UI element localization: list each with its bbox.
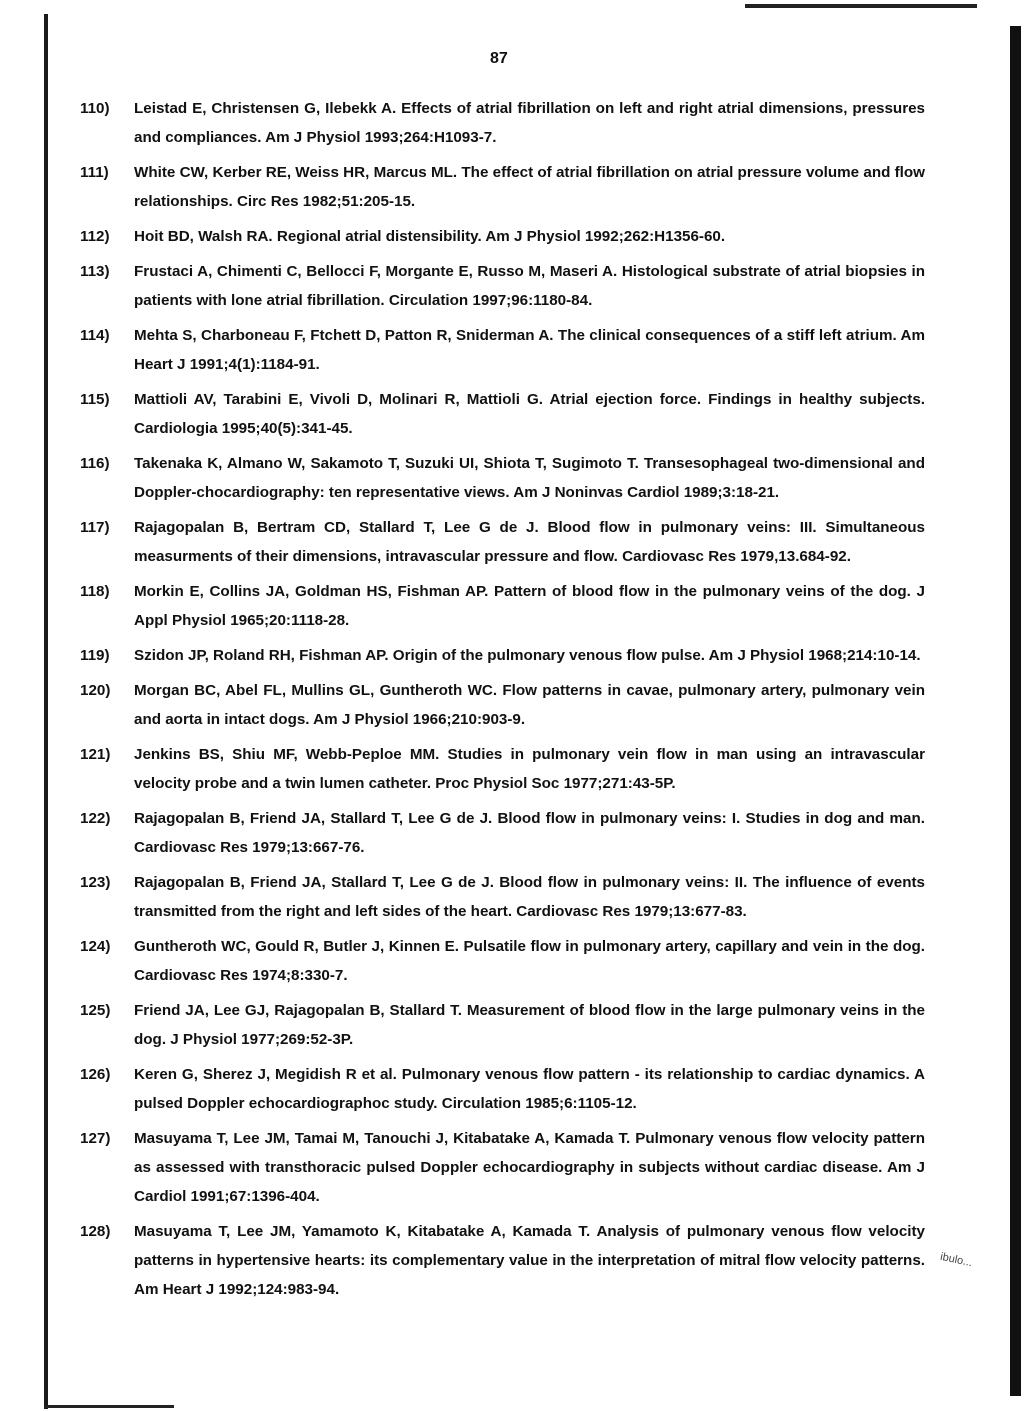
reference-number: 127) [80, 1130, 111, 1147]
reference-item [80, 868, 925, 926]
reference-item [80, 257, 925, 315]
reference-number: 110) [80, 100, 110, 117]
reference-item [80, 577, 925, 635]
reference-number: 114) [80, 327, 110, 344]
reference-number: 121) [80, 746, 111, 763]
reference-number: 117) [80, 519, 110, 536]
scan-artifact-top-line [745, 4, 977, 8]
reference-text: Frustaci A, Chimenti C, Bellocci F, Morgante E, Russo M, Maseri A. Histological substrate of atrial biopsies in patients with lone atrial fibrillation. Circulation 1997;96:1180-84. [134, 263, 925, 309]
reference-number: 118) [80, 583, 110, 600]
reference-text: Morgan BC, Abel FL, Mullins GL, Guntheroth WC. Flow patterns in cavae, pulmonary artery, pulmonary vein and aorta in intact dogs. Am J Physiol 1966;210:903-9. [134, 682, 925, 728]
scan-artifact-bottom-line [44, 1405, 174, 1408]
reference-text: Masuyama T, Lee JM, Yamamoto K, Kitabatake A, Kamada T. Analysis of pulmonary venous flow velocity patterns in hypertensive hearts: its complementary value in the interpretation of mitral flow velocity patterns. Am Heart J 1992;124:983-94. [134, 1223, 925, 1298]
reference-item [80, 1217, 925, 1304]
reference-text: Szidon JP, Roland RH, Fishman AP. Origin of the pulmonary venous flow pulse. Am J Physiol 1968;214:10-14. [134, 647, 921, 664]
reference-text: Masuyama T, Lee JM, Tamai M, Tanouchi J, Kitabatake A, Kamada T. Pulmonary venous flow velocity pattern as assessed with transthoracic pulsed Doppler echocardiography in subjects without cardiac disease. Am J Cardiol 1991;67:1396-404. [134, 1130, 925, 1205]
reference-number: 122) [80, 810, 111, 827]
reference-text: Rajagopalan B, Friend JA, Stallard T, Lee G de J. Blood flow in pulmonary veins: I. Studies in dog and man. Cardiovasc Res 1979;13:667-76. [134, 810, 925, 856]
reference-number: 119) [80, 647, 110, 664]
reference-text: Mattioli AV, Tarabini E, Vivoli D, Molinari R, Mattioli G. Atrial ejection force. Findings in healthy subjects. Cardiologia 1995;40(5):341-45. [134, 391, 925, 437]
reference-number: 111) [80, 164, 109, 181]
reference-item [80, 676, 925, 734]
margin-note: ibulo... [939, 1250, 974, 1270]
scan-artifact-right-border [1010, 26, 1021, 1396]
reference-number: 126) [80, 1066, 111, 1083]
reference-number: 115) [80, 391, 110, 408]
reference-number: 124) [80, 938, 111, 955]
reference-item [80, 158, 925, 216]
reference-item [80, 641, 925, 670]
scan-artifact-left-border [44, 14, 48, 1409]
reference-number: 125) [80, 1002, 111, 1019]
reference-number: 120) [80, 682, 111, 699]
reference-item [80, 1124, 925, 1211]
reference-text: Hoit BD, Walsh RA. Regional atrial distensibility. Am J Physiol 1992;262:H1356-60. [134, 228, 726, 245]
reference-text: Rajagopalan B, Bertram CD, Stallard T, Lee G de J. Blood flow in pulmonary veins: III. Simultaneous measurments of their dimensions, intravascular pressure and flow. Cardiovasc Res 1979,13.684-92. [134, 519, 925, 565]
reference-item [80, 1060, 925, 1118]
reference-text: White CW, Kerber RE, Weiss HR, Marcus ML. The effect of atrial fibrillation on atrial pressure volume and flow relationships. Circ Res 1982;51:205-15. [134, 164, 925, 210]
page-number: 87 [490, 50, 508, 67]
reference-item [80, 513, 925, 571]
reference-item [80, 321, 925, 379]
reference-item [80, 449, 925, 507]
reference-text: Leistad E, Christensen G, Ilebekk A. Effects of atrial fibrillation on left and right atrial dimensions, pressures and compliances. Am J Physiol 1993;264:H1093-7. [134, 100, 925, 146]
reference-item [80, 94, 925, 152]
reference-text: Guntheroth WC, Gould R, Butler J, Kinnen E. Pulsatile flow in pulmonary artery, capillary and vein in the dog. Cardiovasc Res 1974;8:330-7. [134, 938, 925, 984]
reference-item [80, 385, 925, 443]
reference-number: 123) [80, 874, 111, 891]
reference-number: 112) [80, 228, 110, 245]
reference-item [80, 932, 925, 990]
reference-number: 128) [80, 1223, 111, 1240]
reference-text: Rajagopalan B, Friend JA, Stallard T, Lee G de J. Blood flow in pulmonary veins: II. The influence of events transmitted from the right and left sides of the heart. Cardiovasc Res 1979;13:677-83. [134, 874, 925, 920]
reference-number: 116) [80, 455, 110, 472]
reference-item [80, 804, 925, 862]
reference-text: Friend JA, Lee GJ, Rajagopalan B, Stallard T. Measurement of blood flow in the large pulmonary veins in the dog. J Physiol 1977;269:52-3P. [134, 1002, 925, 1048]
reference-item [80, 740, 925, 798]
reference-text: Takenaka K, Almano W, Sakamoto T, Suzuki UI, Shiota T, Sugimoto T. Transesophageal two-dimensional and Doppler-chocardiography: ten representative views. Am J Noninvas Cardiol 1989;3:18-21. [134, 455, 925, 501]
reference-text: Morkin E, Collins JA, Goldman HS, Fishman AP. Pattern of blood flow in the pulmonary veins of the dog. J Appl Physiol 1965;20:1118-28. [134, 583, 925, 629]
reference-text: Keren G, Sherez J, Megidish R et al. Pulmonary venous flow pattern - its relationship to cardiac dynamics. A pulsed Doppler echocardiographoc study. Circulation 1985;6:1105-12. [134, 1066, 925, 1112]
reference-list [80, 94, 925, 1310]
reference-text: Jenkins BS, Shiu MF, Webb-Peploe MM. Studies in pulmonary vein flow in man using an intravascular velocity probe and a twin lumen catheter. Proc Physiol Soc 1977;271:43-5P. [134, 746, 925, 792]
reference-item [80, 222, 925, 251]
reference-text: Mehta S, Charboneau F, Ftchett D, Patton R, Sniderman A. The clinical consequences of a stiff left atrium. Am Heart J 1991;4(1):1184-91. [134, 327, 925, 373]
reference-number: 113) [80, 263, 110, 280]
reference-item [80, 996, 925, 1054]
